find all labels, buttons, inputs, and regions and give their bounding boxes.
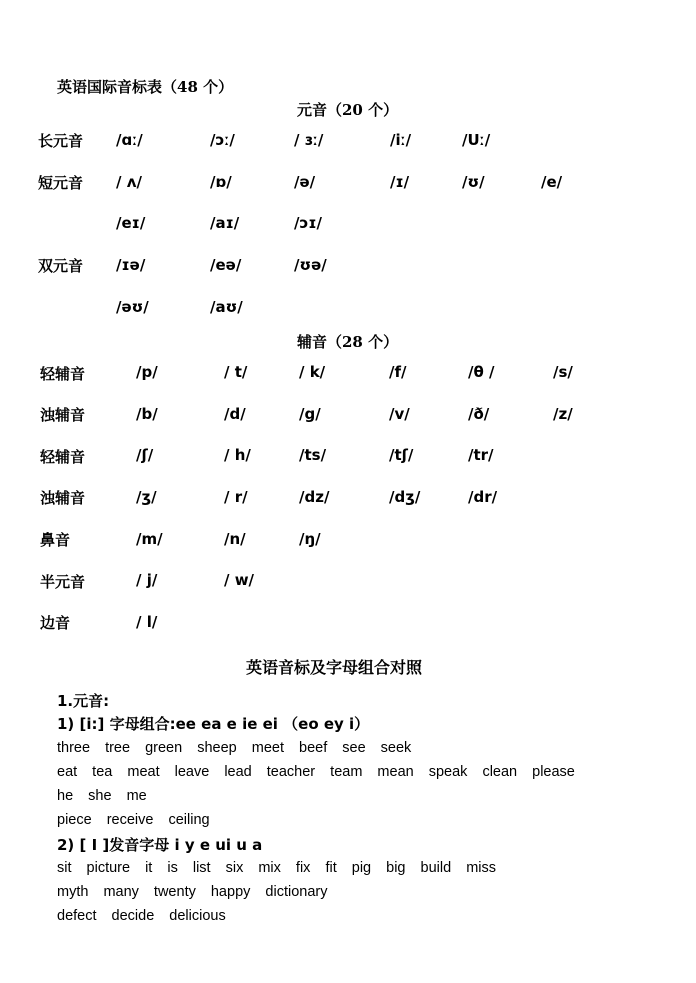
- consonant-symbol: /dz/: [299, 488, 330, 506]
- vowels-heading: 元音（20 个）: [297, 101, 399, 119]
- consonant-symbol: /tʃ/: [389, 446, 414, 464]
- consonant-symbol: /tr/: [468, 446, 494, 464]
- vowel-symbol: /ʊə/: [294, 256, 327, 274]
- consonant-symbol: /v/: [389, 405, 410, 423]
- consonant-symbol: / j/: [136, 571, 158, 589]
- item-title-i-long: 1) [i:] 字母组合:ee ea e ie ei （eo ey i）: [57, 715, 370, 733]
- vowel-symbol: /ɔɪ/: [294, 214, 323, 232]
- vowel-symbol: /ɪ/: [390, 173, 410, 191]
- example-words-line: eat tea meat leave lead teacher team mean speak clean please: [57, 764, 575, 780]
- comparison-heading: 英语音标及字母组合对照: [246, 658, 423, 677]
- vowel-symbol: /ɪə/: [116, 256, 146, 274]
- consonant-symbol: /g/: [299, 405, 321, 423]
- vowel-symbol: /ɔː/: [210, 131, 235, 149]
- vowel-symbol: /eə/: [210, 256, 242, 274]
- vowel-symbol: /ɑː/: [116, 131, 143, 149]
- consonant-symbol: / w/: [224, 571, 255, 589]
- consonant-symbol: /ts/: [299, 446, 327, 464]
- vowel-symbol: /aɪ/: [210, 214, 240, 232]
- consonant-symbol: /d/: [224, 405, 246, 423]
- vowel-symbol: /e/: [541, 173, 563, 191]
- consonant-symbol: /b/: [136, 405, 158, 423]
- vowel-row-label: 短元音: [38, 174, 84, 192]
- consonant-symbol: /ŋ/: [299, 530, 321, 548]
- example-words-line: myth many twenty happy dictionary: [57, 884, 328, 900]
- vowel-symbol: /ɒ/: [210, 173, 232, 191]
- consonant-symbol: / k/: [299, 363, 326, 381]
- vowel-symbol: /iː/: [390, 131, 412, 149]
- page-title: 英语国际音标表（48 个）: [57, 78, 234, 96]
- consonant-row-label: 浊辅音: [40, 489, 86, 507]
- consonant-symbol: / h/: [224, 446, 251, 464]
- example-words-line: piece receive ceiling: [57, 812, 210, 828]
- vowel-symbol: / ʌ/: [116, 173, 142, 191]
- example-words-line: he she me: [57, 788, 147, 804]
- vowel-row-label: 双元音: [38, 257, 84, 275]
- consonant-row-label: 轻辅音: [40, 365, 86, 383]
- consonant-symbol: /p/: [136, 363, 158, 381]
- vowel-symbol: / ɜː/: [294, 131, 324, 149]
- vowel-symbol: /aʊ/: [210, 298, 243, 316]
- vowel-symbol: /eɪ/: [116, 214, 146, 232]
- consonant-row-label: 半元音: [40, 573, 86, 591]
- consonant-symbol: /ð/: [468, 405, 490, 423]
- example-words-line: three tree green sheep meet beef see seek: [57, 740, 412, 756]
- consonant-symbol: /ʒ/: [136, 488, 157, 506]
- vowel-symbol: /ə/: [294, 173, 316, 191]
- vowel-section-label: 1.元音:: [57, 692, 110, 710]
- consonant-symbol: /m/: [136, 530, 163, 548]
- vowel-symbol: /əʊ/: [116, 298, 149, 316]
- consonant-symbol: /θ /: [468, 363, 495, 381]
- consonant-row-label: 轻辅音: [40, 448, 86, 466]
- consonant-row-label: 鼻音: [40, 531, 71, 549]
- example-words-line: defect decide delicious: [57, 908, 226, 924]
- consonant-row-label: 边音: [40, 614, 71, 632]
- consonant-symbol: / l/: [136, 613, 158, 631]
- example-words-line: sit picture it is list six mix fix fit pig big build miss: [57, 860, 496, 876]
- consonants-heading: 辅音（28 个）: [297, 333, 399, 351]
- vowel-symbol: /ʊ/: [462, 173, 485, 191]
- vowel-symbol: /Uː/: [462, 131, 491, 149]
- consonant-symbol: /dʒ/: [389, 488, 421, 506]
- vowel-row-label: 长元音: [38, 132, 84, 150]
- consonant-symbol: /f/: [389, 363, 407, 381]
- consonant-row-label: 浊辅音: [40, 406, 86, 424]
- consonant-symbol: / r/: [224, 488, 248, 506]
- item-title-i-short: 2) [ I ]发音字母 i y e ui u a: [57, 836, 263, 854]
- consonant-symbol: /dr/: [468, 488, 498, 506]
- consonant-symbol: /z/: [553, 405, 573, 423]
- consonant-symbol: / t/: [224, 363, 248, 381]
- consonant-symbol: /s/: [553, 363, 573, 381]
- consonant-symbol: /ʃ/: [136, 446, 154, 464]
- consonant-symbol: /n/: [224, 530, 246, 548]
